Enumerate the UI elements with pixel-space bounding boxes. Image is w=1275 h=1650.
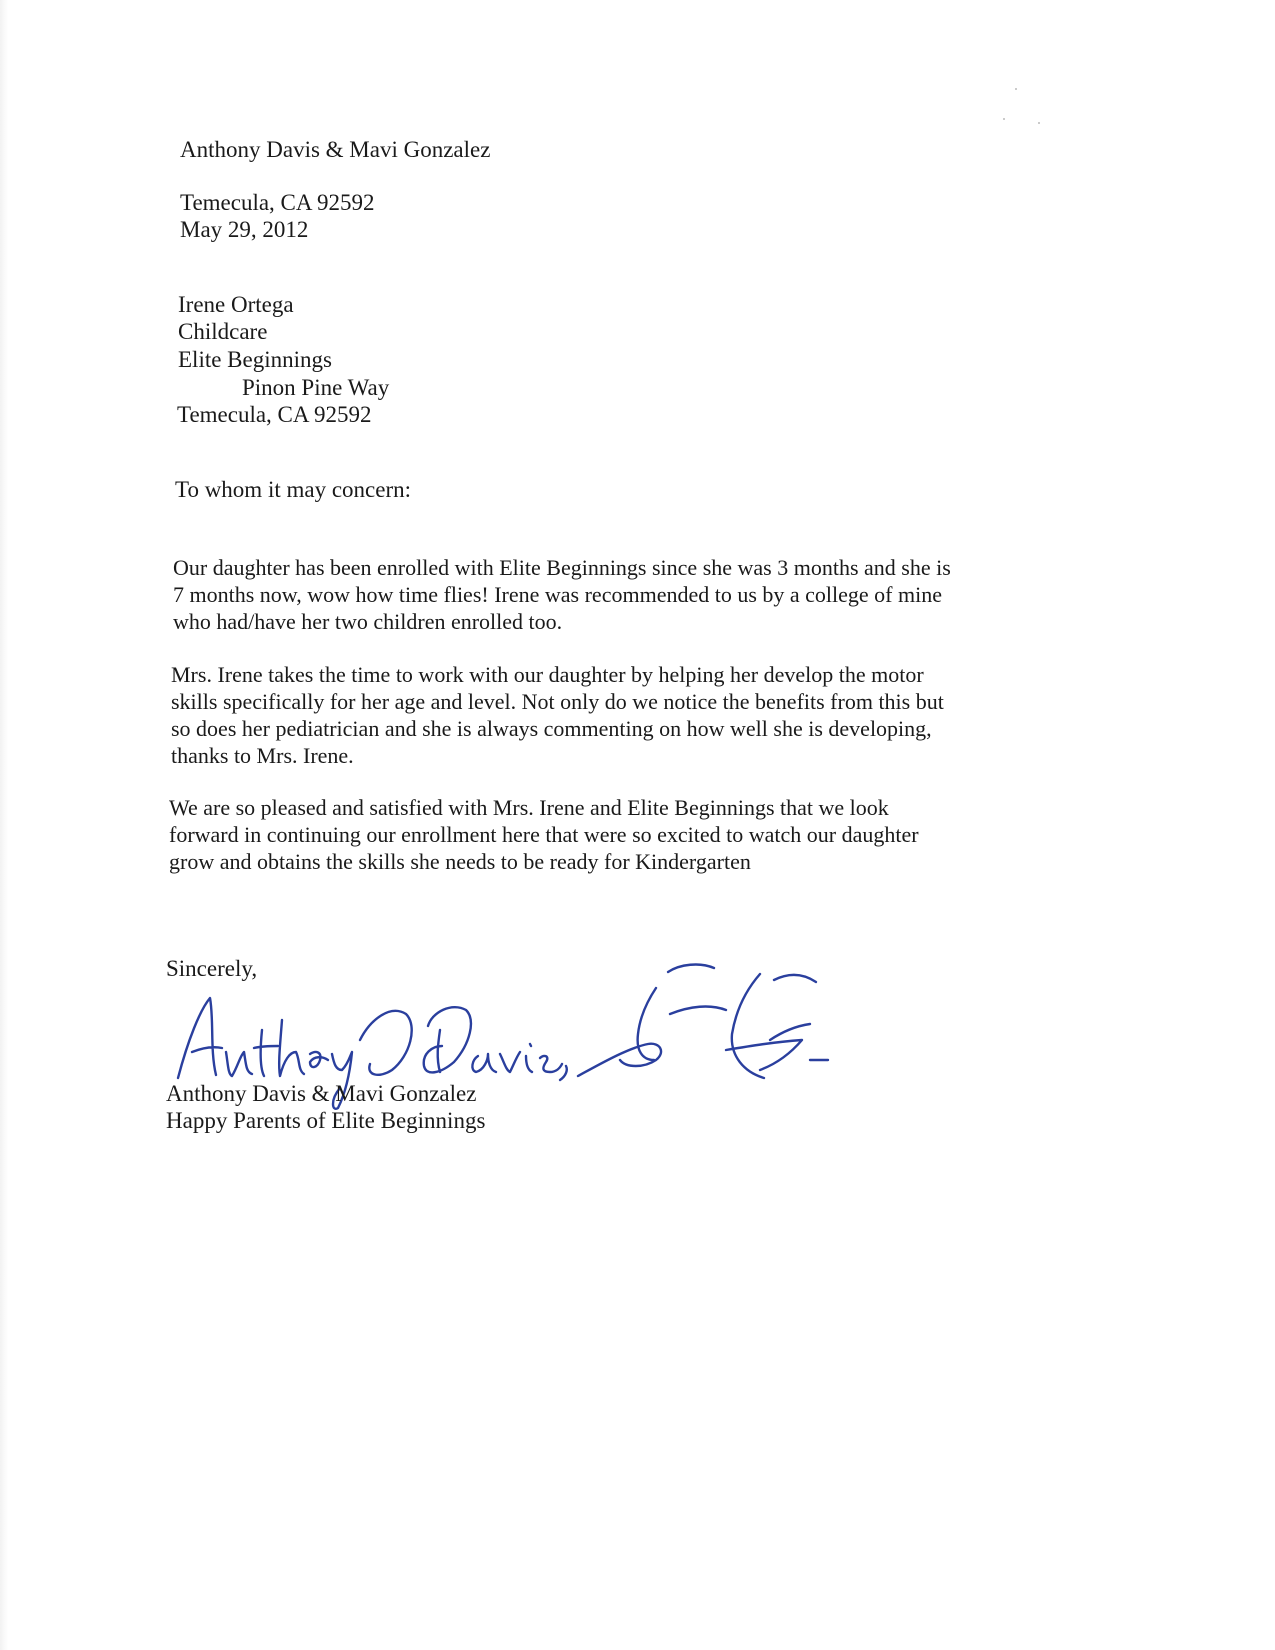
recipient-organization: Elite Beginnings [178,347,332,372]
body-paragraph-2 [171,661,1051,769]
paragraph-line: who had/have her two children enrolled too. [173,609,563,634]
paragraph-line: so does her pediatrician and she is always commenting on how well she is developing, [171,716,932,741]
paragraph-line: We are so pleased and satisfied with Mrs. Irene and Elite Beginnings that we look [169,795,889,820]
closing: Sincerely, [166,956,258,981]
letter-date: May 29, 2012 [180,217,309,242]
paragraph-line: grow and obtains the skills she needs to be ready for Kindergarten [169,849,751,874]
scan-speck [1003,118,1005,120]
signoff-title: Happy Parents of Elite Beginnings [166,1108,486,1133]
paragraph-line: Mrs. Irene takes the time to work with our daughter by helping her develop the motor [171,662,924,687]
sender-city: Temecula, CA 92592 [180,190,375,215]
body-paragraph-3 [169,794,1049,875]
paragraph-line: skills specifically for her age and level. Not only do we notice the benefits from this but [171,689,944,714]
paragraph-line: Our daughter has been enrolled with Elite Beginnings since she was 3 months and she is [173,555,951,580]
recipient-name: Irene Ortega [178,292,294,317]
body-paragraph-1 [173,554,1053,635]
scan-speck [1015,88,1017,90]
sender-names: Anthony Davis & Mavi Gonzalez [180,137,491,162]
recipient-city: Temecula, CA 92592 [177,402,372,427]
recipient-street: Pinon Pine Way [242,375,390,400]
paragraph-line: forward in continuing our enrollment here that were so excited to watch our daughter [169,822,919,847]
scan-edge [0,0,8,1650]
paragraph-line: 7 months now, wow how time flies! Irene was recommended to us by a college of mine [173,582,942,607]
recipient-department: Childcare [178,319,268,344]
salutation: To whom it may concern: [175,477,411,502]
signoff-names: Anthony Davis & Mavi Gonzalez [166,1081,477,1106]
scan-speck [1038,122,1040,124]
paragraph-line: thanks to Mrs. Irene. [171,743,354,768]
